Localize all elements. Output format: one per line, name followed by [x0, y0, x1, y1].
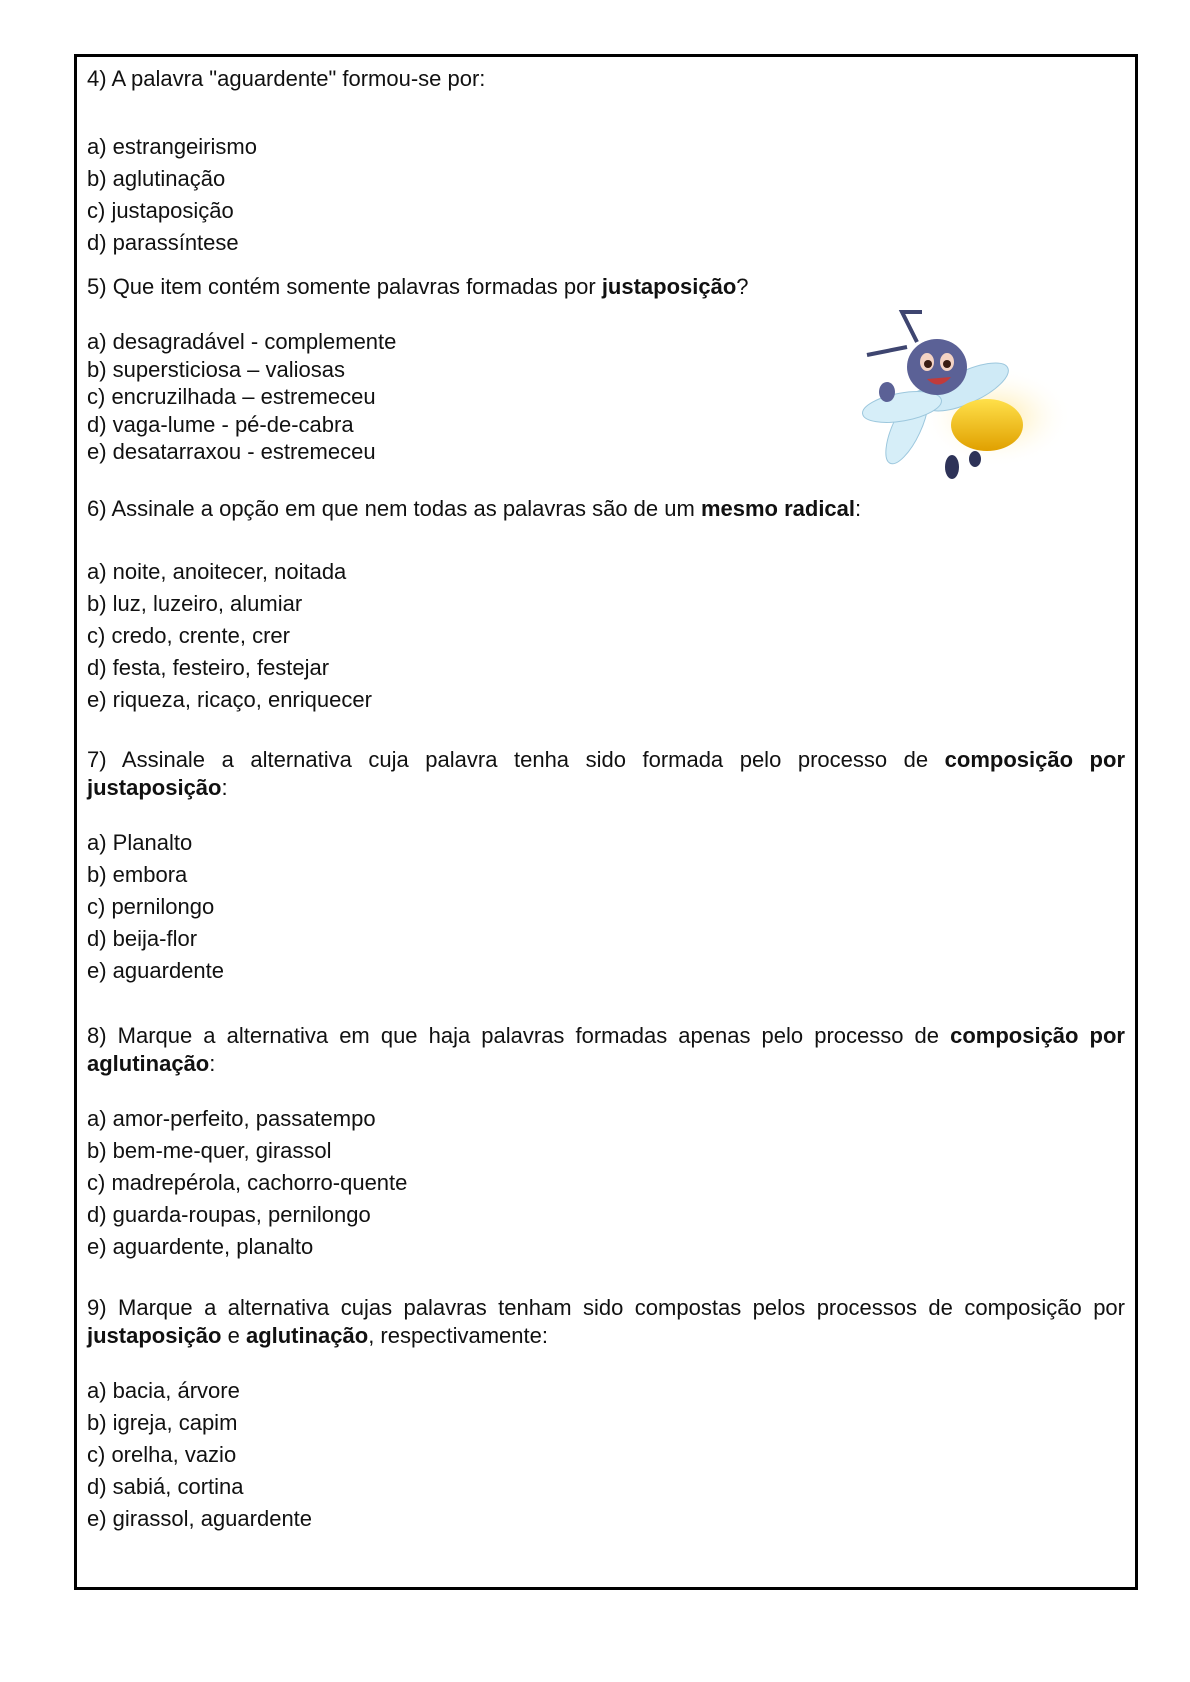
option-a: a) Planalto: [87, 830, 193, 855]
option-d: d) beija-flor: [87, 926, 198, 951]
option-c: c) encruzilhada – estremeceu: [87, 384, 376, 409]
option-a: a) bacia, árvore: [87, 1378, 240, 1403]
option-a: a) desagradável - complemente: [87, 329, 397, 354]
question-box: [74, 54, 1138, 1590]
option-e: e) riqueza, ricaço, enriquecer: [87, 687, 372, 712]
question-number: 8): [87, 1023, 107, 1048]
question-7: 7) Assinale a alternativa cuja palavra tenha sido formada pelo processo de composição por justaposição: a) Planalto b) embora c) pernilongo d) beija-flor e) aguardente: [87, 746, 1125, 987]
option-e: e) aguardente: [87, 958, 224, 983]
option-d: d) sabiá, cortina: [87, 1474, 244, 1499]
question-number: 6): [87, 496, 107, 521]
option-c: c) orelha, vazio: [87, 1442, 237, 1467]
option-b: b) igreja, capim: [87, 1410, 238, 1435]
option-a: a) amor-perfeito, passatempo: [87, 1106, 376, 1131]
option-d: d) parassíntese: [87, 230, 239, 255]
question-4: [87, 65, 1125, 259]
question-8: 8) Marque a alternativa em que haja palavras formadas apenas pelo processo de composição por aglutinação: a) amor-perfeito, passatempo b) bem-me-quer, girassol c) madrepérola, cachorro-quente d) guarda-roupas, pernilongo e) aguardente, planalto: [87, 1022, 1125, 1263]
option-a: a) estrangeirismo: [87, 134, 257, 159]
option-b: b) supersticiosa – valiosas: [87, 356, 346, 382]
option-e: e) aguardente, planalto: [87, 1234, 314, 1259]
option-e: e) desatarraxou - estremeceu: [87, 439, 376, 464]
option-c: c) pernilongo: [87, 894, 215, 919]
option-b: b) luz, luzeiro, alumiar: [87, 591, 303, 616]
option-b: b) aglutinação: [87, 166, 226, 191]
firefly-illustration: [847, 307, 1069, 479]
option-e: e) girassol, aguardente: [87, 1506, 313, 1531]
option-a: a) noite, anoitecer, noitada: [87, 559, 347, 584]
option-d: d) guarda-roupas, pernilongo: [87, 1202, 371, 1227]
option-d: d) festa, festeiro, festejar: [87, 655, 330, 680]
option-b: b) bem-me-quer, girassol: [87, 1138, 332, 1163]
question-number: 4): [87, 66, 107, 91]
question-number: 7): [87, 747, 107, 772]
question-number: 9): [87, 1295, 107, 1320]
question-9: 9) Marque a alternativa cujas palavras tenham sido compostas pelos processos de composição por justaposição e aglutinação, respectivamente: a) bacia, árvore b) igreja, capim c) orelha, vazio d) sabiá, cortina e) girassol, aguardente: [87, 1294, 1125, 1535]
option-c: c) madrepérola, cachorro-quente: [87, 1170, 408, 1195]
question-5: 5) Que item contém somente palavras formadas por justaposição? a) desagradável - complemente b) supersticiosa – valiosas c) encruzilhada – estremeceu d) vaga-lume - pé-de-cabra e) desatarraxou - estremeceu: [87, 273, 1125, 466]
question-number: 5): [87, 274, 107, 299]
option-d: d) vaga-lume - pé-de-cabra: [87, 411, 354, 437]
option-c: c) justaposição: [87, 198, 234, 223]
option-b: b) embora: [87, 862, 188, 887]
question-text: A palavra "aguardente" formou-se por:: [111, 66, 486, 91]
option-c: c) credo, crente, crer: [87, 623, 290, 648]
question-6: 6) Assinale a opção em que nem todas as palavras são de um mesmo radical: a) noite, anoitecer, noitada b) luz, luzeiro, alumiar c) credo, crente, crer d) festa, festeiro, festejar e) riqueza, ricaço, enriquecer: [87, 495, 1125, 716]
